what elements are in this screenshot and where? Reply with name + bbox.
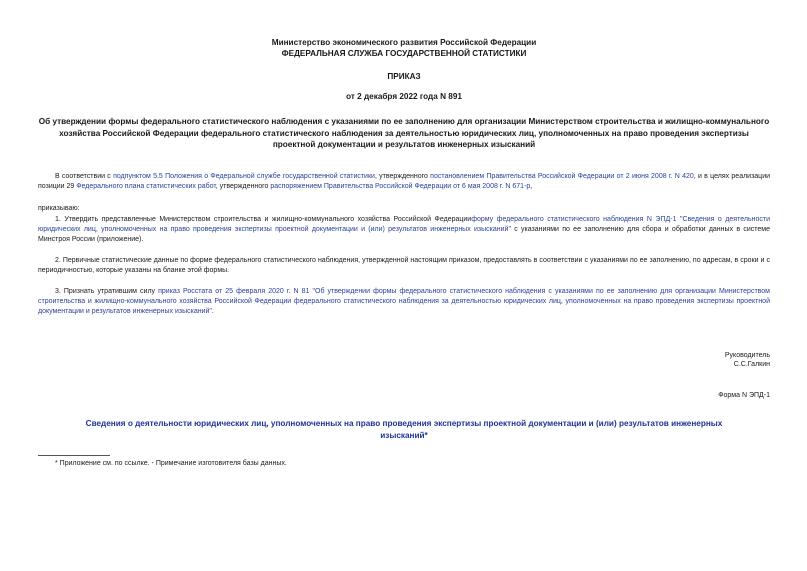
form-label: Форма N ЭПД-1 — [718, 392, 770, 400]
link-regulation-subclause[interactable]: подпунктом 5.5 Положения о Федеральной службе государственной статистики — [113, 173, 375, 181]
preamble-text-4: , утвержденного — [215, 183, 271, 191]
preamble-paragraph — [38, 172, 770, 192]
preamble-text-1: В соответствии с — [55, 173, 114, 181]
link-government-order-671[interactable]: распоряжением Правительства Российской Федерации от 6 мая 2008 г. N 671-р — [270, 183, 531, 191]
preamble-text-5: , — [530, 183, 533, 191]
footnote-text: * Приложение см. по ссылке. - Примечание изготовителя базы данных. — [55, 459, 287, 467]
link-rosstat-order-81[interactable]: приказ Росстата от 25 февраля 2020 г. N 81 "Об утверждении формы федерального статистического наблюдения с указаниями по ее заполнению для организации Министерством строительства и жилищно-коммунального хозяйства Российской Федерации федерального статистического наблюдения за деятельностью юридических лиц, уполномоченных на право проведения экспертизы проектной документации и результатов инженерных изысканий" — [38, 287, 770, 315]
link-federal-statistical-plan[interactable]: Федерального плана статистических работ — [76, 183, 216, 191]
form-title[interactable]: Сведения о деятельности юридических лиц, уполномоченных на право проведения экспертизы проектной документации и (или) результатов инженерных изысканий* — [85, 419, 723, 440]
document-date-number: от 2 декабря 2022 года N 891 — [346, 92, 462, 102]
link-form-epd-1[interactable]: форму федерального статистического наблюдения N ЭПД-1 "Сведения о деятельности юридических лиц, уполномоченных на право проведения экспертизы проектной документации и (или) результатов инженерных изысканий" — [38, 216, 770, 233]
item3-text-1: 3. Признать утратившим силу — [55, 287, 159, 295]
preamble-text-3: , и в целях реализации позиции 29 — [38, 173, 771, 191]
document-type: ПРИКАЗ — [387, 72, 421, 82]
service-name: ФЕДЕРАЛЬНАЯ СЛУЖБА ГОСУДАРСТВЕННОЙ СТАТИСТИКИ — [281, 49, 527, 59]
orders-label: приказываю: — [38, 205, 80, 213]
document-page — [38, 0, 770, 469]
order-item-3 — [38, 287, 770, 317]
ministry-name: Министерство экономического развития Российской Федерации — [271, 38, 537, 47]
document-title: Об утверждении формы федерального статистического наблюдения с указаниями по ее заполнению для организации Министерством строительства и жилищно-коммунального хозяйства Российской Федерации федерального статистического наблюдения за деятельностью юридических лиц, уполномоченных на право проведения экспертизы проектной документации и результатов инженерных изысканий — [38, 117, 770, 149]
item1-text-2: с указаниями по ее заполнению для сбора и обработки данных в системе Минстроя России (приложение). — [38, 225, 770, 243]
signature-role: Руководитель — [724, 351, 770, 359]
link-government-decree-420[interactable]: постановлением Правительства Российской Федерации от 2 июня 2008 г. N 420 — [430, 173, 694, 181]
footnote-divider — [38, 455, 110, 456]
item1-text-1: 1. Утвердить представленные Министерством строительства и жилищно-коммунального хозяйства Российской Федерации — [55, 216, 472, 223]
signature-name: С.С.Галкин — [733, 361, 770, 369]
item3-text-2: . — [211, 307, 214, 315]
order-item-2: 2. Первичные статистические данные по форме федерального статистического наблюдения, утвержденной настоящим приказом, предоставлять в соответствии с указаниями по ее заполнению, по адресам, в сроки и с периодичностью, которые указаны на бланке этой формы. — [38, 256, 770, 274]
preamble-text-2: , утвержденного — [374, 173, 431, 181]
order-item-1 — [38, 215, 770, 245]
